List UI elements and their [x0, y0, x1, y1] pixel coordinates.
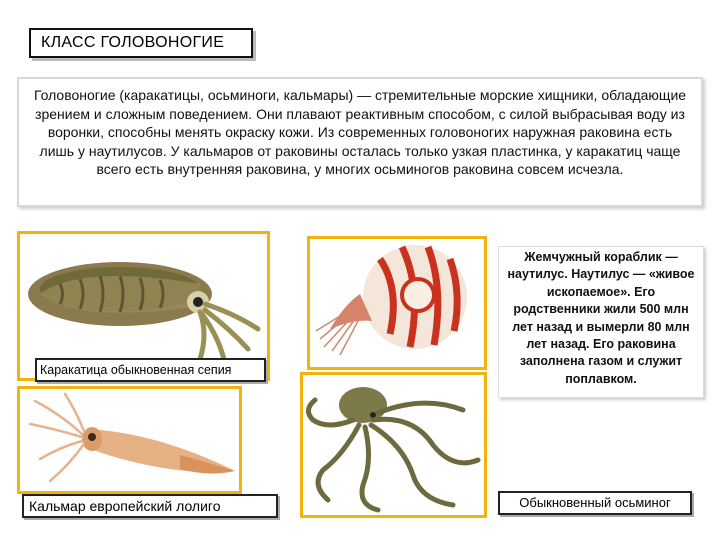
nautilus-illustration: [310, 239, 484, 367]
slide-title: КЛАСС ГОЛОВОНОГИЕ: [29, 28, 253, 58]
octopus-photo: [300, 372, 487, 518]
cuttlefish-illustration: [20, 234, 267, 378]
squid-caption: Кальмар европейский лолиго: [22, 494, 278, 518]
nautilus-note: Жемчужный кораблик — наутилус. Наутилус — «живое ископаемое». Его родственники жили 500 млн лет назад и вымерли 80 млн лет назад. Его раковина заполнена газом и служит поплавком.: [498, 246, 704, 398]
octopus-illustration: [303, 375, 484, 515]
octopus-caption: Обыкновенный осьминог: [498, 491, 692, 515]
intro-paragraph: Головоногие (каракатицы, осьминоги, кальмары) — стремительные морские хищники, обладающие зрением и сложным поведением. Они плавают реактивным способом, с силой выбрасывая воду из воронки, способны менять окраску кожи. Из современных головоногих наружная раковина есть лишь у наутилусов. У кальмаров от раковины осталась только узкая пластинка, у каракатиц чаще всего есть внутренняя раковина, у многих осьминогов раковина совсем исчезла.: [17, 77, 703, 207]
squid-photo: [17, 386, 242, 494]
squid-illustration: [20, 389, 239, 491]
cuttlefish-caption: Каракатица обыкновенная сепия: [35, 358, 266, 382]
nautilus-photo: [307, 236, 487, 370]
